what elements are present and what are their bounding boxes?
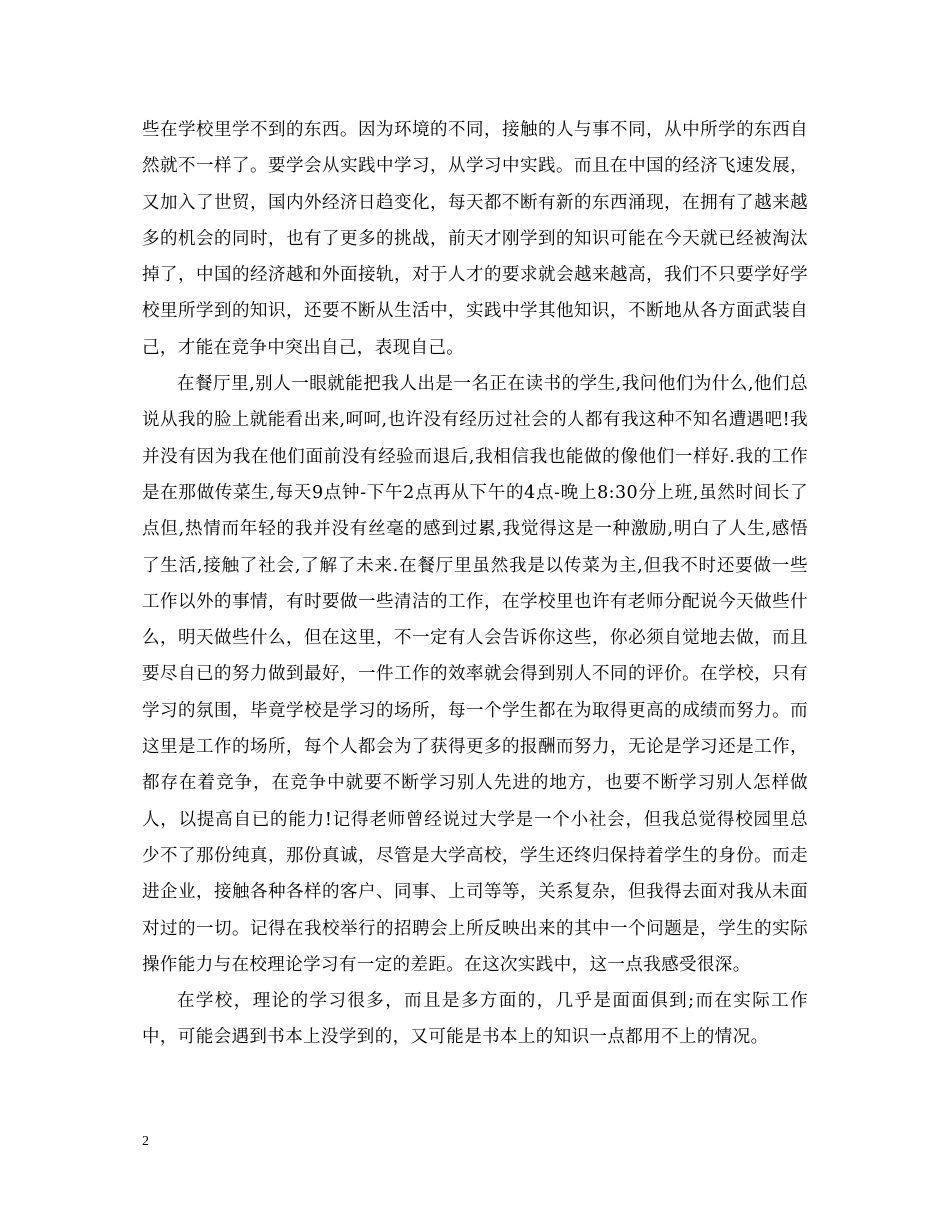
document-body — [142, 112, 808, 1056]
paragraph-2: 在餐厅里,别人一眼就能把我人出是一名正在读书的学生,我问他们为什么,他们总说从我的脸上就能看出来,呵呵,也许没有经历过社会的人都有我这种不知名遭遇吧!我并没有因为我在他们面前没有经验而退后,我相信我也能做的像他们一样好.我的工作是在那做传菜生,每天9点钟-下午2点再从下午的4点-晚上8:30分上班,虽然时间长了点但,热情而年轻的我并没有丝毫的感到过累,我觉得这是一种激励,明白了人生,感悟了生活,接触了社会,了解了未来.在餐厅里虽然我是以传菜为主,但我不时还要做一些工作以外的事情，有时要做一些清洁的工作，在学校里也许有老师分配说今天做些什么，明天做些什么，但在这里，不一定有人会告诉你这些，你必须自觉地去做，而且要尽自已的努力做到最好，一件工作的效率就会得到别人不同的评价。在学校，只有学习的氛围，毕竟学校是学习的场所，每一个学生都在为取得更高的成绩而努力。而这里是工作的场所，每个人都会为了获得更多的报酬而努力，无论是学习还是工作，都存在着竞争，在竞争中就要不断学习别人先进的地方，也要不断学习别人怎样做人，以提高自已的能力!记得老师曾经说过大学是一个小社会，但我总觉得校园里总少不了那份纯真，那份真诚，尽管是大学高校，学生还终归保持着学生的身份。而走进企业，接触各种各样的客户、同事、上司等等，关系复杂，但我得去面对我从未面对过的一切。记得在我校举行的招聘会上所反映出来的其中一个问题是，学生的实际操作能力与在校理论学习有一定的差距。在这次实践中，这一点我感受很深。 — [142, 374, 808, 975]
paragraph-3: 在学校，理论的学习很多，而且是多方面的，几乎是面面俱到;而在实际工作中，可能会遇到书本上没学到的，又可能是书本上的知识一点都用不上的情况。 — [142, 991, 808, 1048]
page-number: 2 — [142, 1134, 149, 1149]
paragraph-1: 些在学校里学不到的东西。因为环境的不同，接触的人与事不同，从中所学的东西自然就不一样了。要学会从实践中学习，从学习中实践。而且在中国的经济飞速发展，又加入了世贸，国内外经济日趋变化，每天都不断有新的东西涌现，在拥有了越来越多的机会的同时，也有了更多的挑战，前天才刚学到的知识可能在今天就已经被淘汰掉了，中国的经济越和外面接轨，对于人才的要求就会越来越高，我们不只要学好学校里所学到的知识，还要不断从生活中，实践中学其他知识，不断地从各方面武装自己，才能在竞争中突出自己，表现自己。 — [142, 120, 808, 358]
